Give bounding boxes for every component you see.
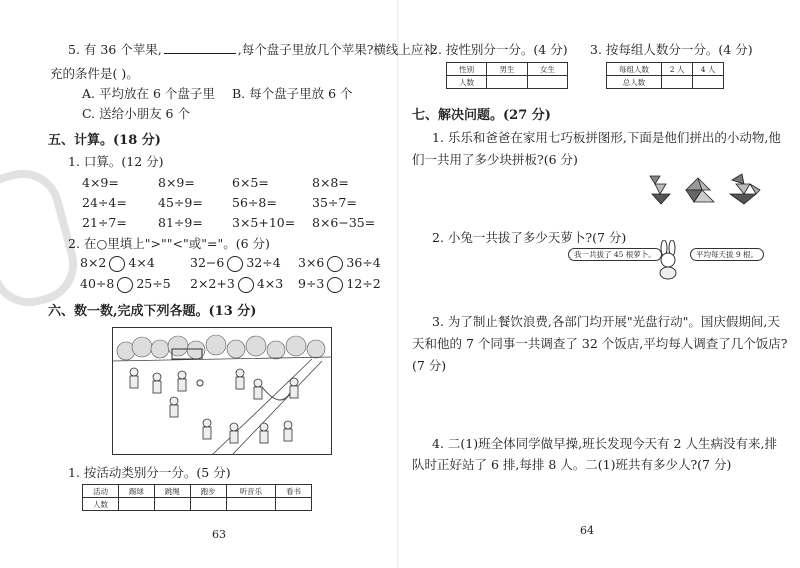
answer-cell[interactable] bbox=[226, 498, 275, 511]
rabbit-icon bbox=[654, 240, 684, 280]
q5-line2: 充的条件是( )。 bbox=[50, 66, 139, 81]
ball bbox=[197, 380, 203, 386]
group-size-table bbox=[606, 62, 724, 89]
compare-right: 25÷5 bbox=[136, 276, 171, 291]
compare-right: 4×4 bbox=[128, 255, 155, 270]
compare-0-1 bbox=[190, 255, 281, 272]
section5-sub2: 2. 在○里填上">""<"或"="。(6 分) bbox=[68, 236, 270, 251]
compare-right: 32÷4 bbox=[246, 255, 281, 270]
q5-line1 bbox=[68, 42, 436, 58]
table-header-cell: 踢球 bbox=[118, 485, 154, 498]
compare-left: 2×2+3 bbox=[190, 276, 235, 291]
table-header-cell: 女生 bbox=[527, 63, 567, 76]
calc-1-0: 24÷4= bbox=[82, 195, 127, 210]
compare-left: 3×6 bbox=[298, 255, 325, 270]
s7-q2: 2. 小兔一共拔了多少天萝卜?(7 分) bbox=[432, 230, 627, 245]
table-header-cell: 2 人 bbox=[662, 63, 693, 76]
s7-q3-line3: (7 分) bbox=[412, 358, 447, 373]
q5-option-a: A. 平均放在 6 个盘子里 bbox=[82, 86, 215, 101]
compare-circle[interactable] bbox=[109, 256, 125, 272]
calc-2-0: 21÷7= bbox=[82, 215, 127, 230]
playground-illustration bbox=[112, 327, 332, 455]
s7-q3-line1: 3. 为了制止餐饮浪费,各部门均开展"光盘行动"。国庆假期间,天 bbox=[432, 314, 780, 329]
answer-cell[interactable] bbox=[276, 498, 312, 511]
q5-option-c: C. 送给小朋友 6 个 bbox=[82, 106, 190, 121]
q3-group: 3. 按每组人数分一分。(4 分) bbox=[590, 42, 753, 57]
q5-text-b: ,每个盘子里放几个苹果?横线上应补 bbox=[237, 42, 436, 57]
compare-left: 40÷8 bbox=[80, 276, 115, 291]
table-row bbox=[607, 76, 724, 89]
s7-q3-line2: 天和他的 7 个同事一共调查了 32 个饭店,平均每人调查了几个饭店? bbox=[412, 336, 788, 351]
answer-cell[interactable] bbox=[154, 498, 190, 511]
answer-cell[interactable] bbox=[190, 498, 226, 511]
table-header-cell: 性别 bbox=[447, 63, 487, 76]
table-header-cell: 每组人数 bbox=[607, 63, 662, 76]
table-row bbox=[447, 76, 568, 89]
gender-table bbox=[446, 62, 568, 89]
table-header-cell: 听音乐 bbox=[226, 485, 275, 498]
compare-0-2 bbox=[298, 255, 381, 272]
section6-sub1: 1. 按活动类别分一分。(5 分) bbox=[68, 465, 231, 480]
compare-right: 4×3 bbox=[256, 276, 284, 291]
table-row bbox=[83, 485, 312, 498]
answer-cell[interactable] bbox=[693, 76, 724, 89]
page-gutter bbox=[397, 0, 399, 568]
s7-q1-line1: 1. 乐乐和爸爸在家用七巧板拼图形,下面是他们拼出的小动物,他 bbox=[432, 130, 781, 145]
table-header-cell: 跳绳 bbox=[154, 485, 190, 498]
compare-right: 36÷4 bbox=[346, 255, 381, 270]
answer-cell[interactable] bbox=[487, 76, 527, 89]
calc-0-3: 8×8= bbox=[312, 175, 349, 190]
calc-1-2: 56÷8= bbox=[232, 195, 277, 210]
table-header-cell: 4 人 bbox=[693, 63, 724, 76]
compare-left: 8×2 bbox=[80, 255, 107, 270]
calc-2-3: 8×6−35= bbox=[312, 215, 376, 230]
compare-circle[interactable] bbox=[238, 277, 254, 293]
speech-bubble-2: 平均每天拔 9 根。 bbox=[690, 248, 764, 261]
compare-1-0 bbox=[80, 276, 171, 293]
answer-cell[interactable] bbox=[118, 498, 154, 511]
section7-title: 七、解决问题。(27 分) bbox=[412, 108, 551, 123]
tangram-animals bbox=[646, 172, 766, 206]
compare-circle[interactable] bbox=[117, 277, 133, 293]
table-row-label: 人数 bbox=[83, 498, 119, 511]
table-row bbox=[83, 498, 312, 511]
table-header-cell: 男生 bbox=[487, 63, 527, 76]
answer-cell[interactable] bbox=[527, 76, 567, 89]
answer-cell[interactable] bbox=[662, 76, 693, 89]
page-number-right: 64 bbox=[580, 524, 594, 537]
section6-title: 六、数一数,完成下列各题。(13 分) bbox=[48, 304, 257, 319]
compare-right: 12÷2 bbox=[346, 276, 381, 291]
compare-1-1 bbox=[190, 276, 283, 293]
table-header-cell: 活动 bbox=[83, 485, 119, 498]
s7-q1-line2: 们一共用了多少块拼板?(6 分) bbox=[412, 152, 578, 167]
compare-1-2 bbox=[298, 276, 381, 293]
compare-circle[interactable] bbox=[327, 256, 343, 272]
page-number-left: 63 bbox=[212, 528, 226, 541]
compare-left: 32−6 bbox=[190, 255, 225, 270]
table-row bbox=[607, 63, 724, 76]
calc-0-0: 4×9= bbox=[82, 175, 119, 190]
speech-bubble-1: 我一共拔了 45 根萝卜。 bbox=[568, 248, 662, 261]
compare-0-0 bbox=[80, 255, 155, 272]
s7-q4-line2: 队时正好站了 6 排,每排 8 人。二(1)班共有多少人?(7 分) bbox=[412, 457, 732, 472]
calc-1-1: 45÷9= bbox=[158, 195, 203, 210]
section5-title: 五、计算。(18 分) bbox=[48, 133, 161, 148]
answer-blank bbox=[164, 42, 236, 54]
activity-table bbox=[82, 484, 312, 511]
compare-left: 9÷3 bbox=[298, 276, 325, 291]
table-row-label: 人数 bbox=[447, 76, 487, 89]
table-row bbox=[447, 63, 568, 76]
calc-0-2: 6×5= bbox=[232, 175, 269, 190]
q5-text-a: 5. 有 36 个苹果, bbox=[68, 42, 162, 57]
q5-option-b: B. 每个盘子里放 6 个 bbox=[232, 86, 353, 101]
calc-2-2: 3×5+10= bbox=[232, 215, 296, 230]
table-header-cell: 看书 bbox=[276, 485, 312, 498]
compare-circle[interactable] bbox=[327, 277, 343, 293]
section5-sub1: 1. 口算。(12 分) bbox=[68, 154, 164, 169]
calc-2-1: 81÷9= bbox=[158, 215, 203, 230]
compare-circle[interactable] bbox=[227, 256, 243, 272]
calc-0-1: 8×9= bbox=[158, 175, 195, 190]
q2-gender: 2. 按性别分一分。(4 分) bbox=[430, 42, 568, 57]
table-header-cell: 跑步 bbox=[190, 485, 226, 498]
calc-1-3: 35÷7= bbox=[312, 195, 357, 210]
s7-q4-line1: 4. 二(1)班全体同学做早操,班长发现今天有 2 人生病没有来,排 bbox=[432, 436, 777, 451]
table-row-label: 总人数 bbox=[607, 76, 662, 89]
